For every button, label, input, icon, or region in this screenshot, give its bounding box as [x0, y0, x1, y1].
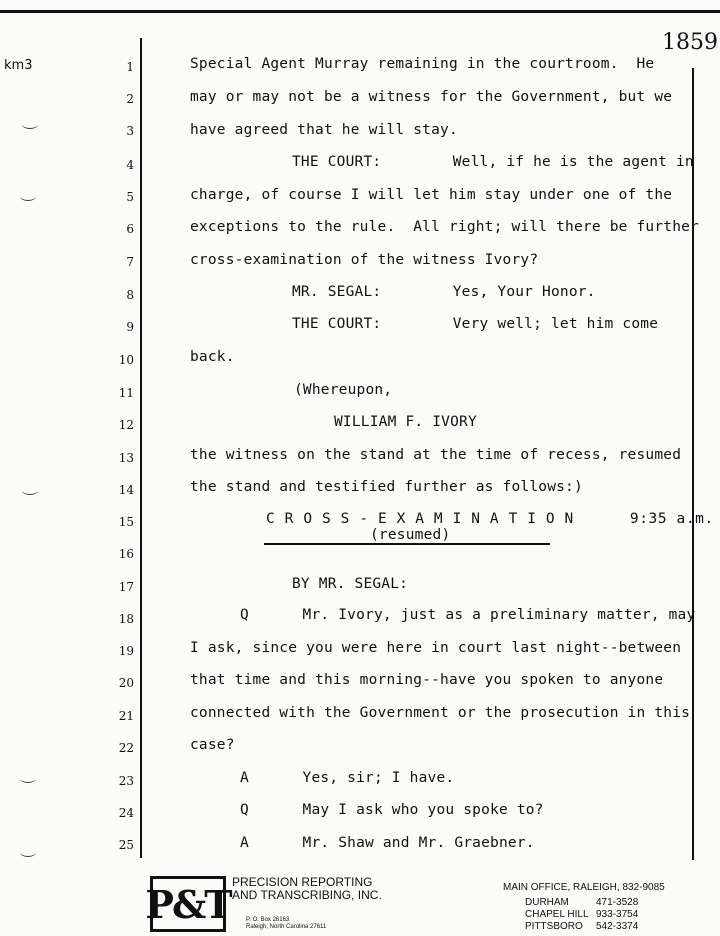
transcript-line: Special Agent Murray remaining in the courtroom. He — [190, 56, 655, 72]
line-number: 11 — [118, 386, 134, 400]
line-number: 15 — [118, 515, 134, 529]
company-name-line-1: PRECISION REPORTING — [232, 875, 373, 889]
office-city: CHAPEL HILL — [525, 909, 589, 920]
transcript-line: C R O S S - E X A M I N A T I O N 9:35 a.m. — [266, 511, 714, 527]
transcript-line: back. — [190, 349, 235, 365]
line-number: 23 — [118, 774, 134, 788]
transcript-line: charge, of course I will let him stay under one of the — [190, 187, 673, 203]
transcript-line: that time and this morning--have you spoken to anyone — [190, 672, 664, 688]
office-city: DURHAM — [525, 897, 569, 908]
office-city: PITTSBORO — [525, 921, 583, 932]
right-margin-rule — [692, 68, 694, 860]
office-phone: 933-3754 — [596, 909, 639, 920]
transcript-line: THE COURT: Well, if he is the agent in — [292, 154, 694, 170]
line-number: 22 — [118, 741, 134, 755]
transcript-line: (Whereupon, — [294, 382, 393, 398]
line-number: 7 — [126, 255, 134, 269]
line-number: 19 — [118, 644, 134, 658]
transcript-line: WILLIAM F. IVORY — [334, 414, 477, 430]
heading-underline — [264, 543, 550, 545]
transcript-line: connected with the Government or the prosecution in this — [190, 705, 691, 721]
transcript-line: MR. SEGAL: Yes, Your Honor. — [292, 284, 596, 300]
line-number: 25 — [118, 838, 134, 852]
transcript-line: (resumed) — [370, 527, 451, 543]
company-logo: P&T — [150, 876, 226, 932]
transcript-line: Q Mr. Ivory, just as a preliminary matter, may — [240, 607, 696, 623]
margin-mark — [22, 486, 38, 495]
main-office: MAIN OFFICE, RALEIGH, 832-9085 — [503, 882, 665, 893]
line-number: 14 — [118, 483, 134, 497]
office-phone: 542-3374 — [596, 921, 639, 932]
line-number: 20 — [118, 676, 134, 690]
transcript-line: have agreed that he will stay. — [190, 122, 458, 138]
margin-mark — [20, 192, 36, 201]
transcript-line: A Mr. Shaw and Mr. Graebner. — [240, 835, 535, 851]
margin-mark — [22, 120, 38, 129]
company-name — [232, 876, 382, 902]
line-number: 10 — [118, 353, 134, 367]
transcript-line: the witness on the stand at the time of recess, resumed — [190, 447, 682, 463]
transcript-line: A Yes, sir; I have. — [240, 770, 455, 786]
line-number: 8 — [126, 288, 134, 302]
office-phone: 471-3528 — [596, 897, 639, 908]
line-number: 16 — [118, 547, 134, 561]
line-number: 1 — [126, 60, 134, 74]
line-number: 3 — [126, 124, 134, 138]
line-number: 2 — [126, 92, 134, 106]
transcript-line: the stand and testified further as follows:) — [190, 479, 583, 495]
line-number: 9 — [126, 320, 134, 334]
page-number: 1859 — [662, 30, 718, 55]
line-number: 6 — [126, 222, 134, 236]
transcript-line: cross-examination of the witness Ivory? — [190, 252, 539, 268]
address-city: Raleigh, North Carolina 27611 — [246, 924, 327, 930]
transcript-line: BY MR. SEGAL: — [292, 576, 409, 592]
left-margin-rule — [140, 38, 142, 858]
line-number: 13 — [118, 451, 134, 465]
transcript-line: exceptions to the rule. All right; will there be further — [190, 219, 699, 235]
company-name-line-2: AND TRANSCRIBING, INC. — [232, 888, 382, 902]
line-number: 21 — [118, 709, 134, 723]
line-number: 5 — [126, 190, 134, 204]
top-rule — [0, 10, 720, 13]
transcript-line: Q May I ask who you spoke to? — [240, 802, 544, 818]
line-number: 4 — [126, 158, 134, 172]
company-address — [246, 917, 326, 931]
margin-mark — [20, 848, 36, 857]
line-number: 17 — [118, 580, 134, 594]
margin-mark — [20, 774, 36, 783]
po-box: P. O. Box 26163 — [246, 917, 290, 923]
transcript-line: may or may not be a witness for the Government, but we — [190, 89, 673, 105]
transcript-line: THE COURT: Very well; let him come — [292, 316, 659, 332]
line-number: 12 — [118, 418, 134, 432]
line-number: 18 — [118, 612, 134, 626]
transcript-line: I ask, since you were here in court last night--between — [190, 640, 682, 656]
reporter-id: km3 — [4, 58, 33, 73]
transcript-line: case? — [190, 737, 235, 753]
line-number: 24 — [118, 806, 134, 820]
